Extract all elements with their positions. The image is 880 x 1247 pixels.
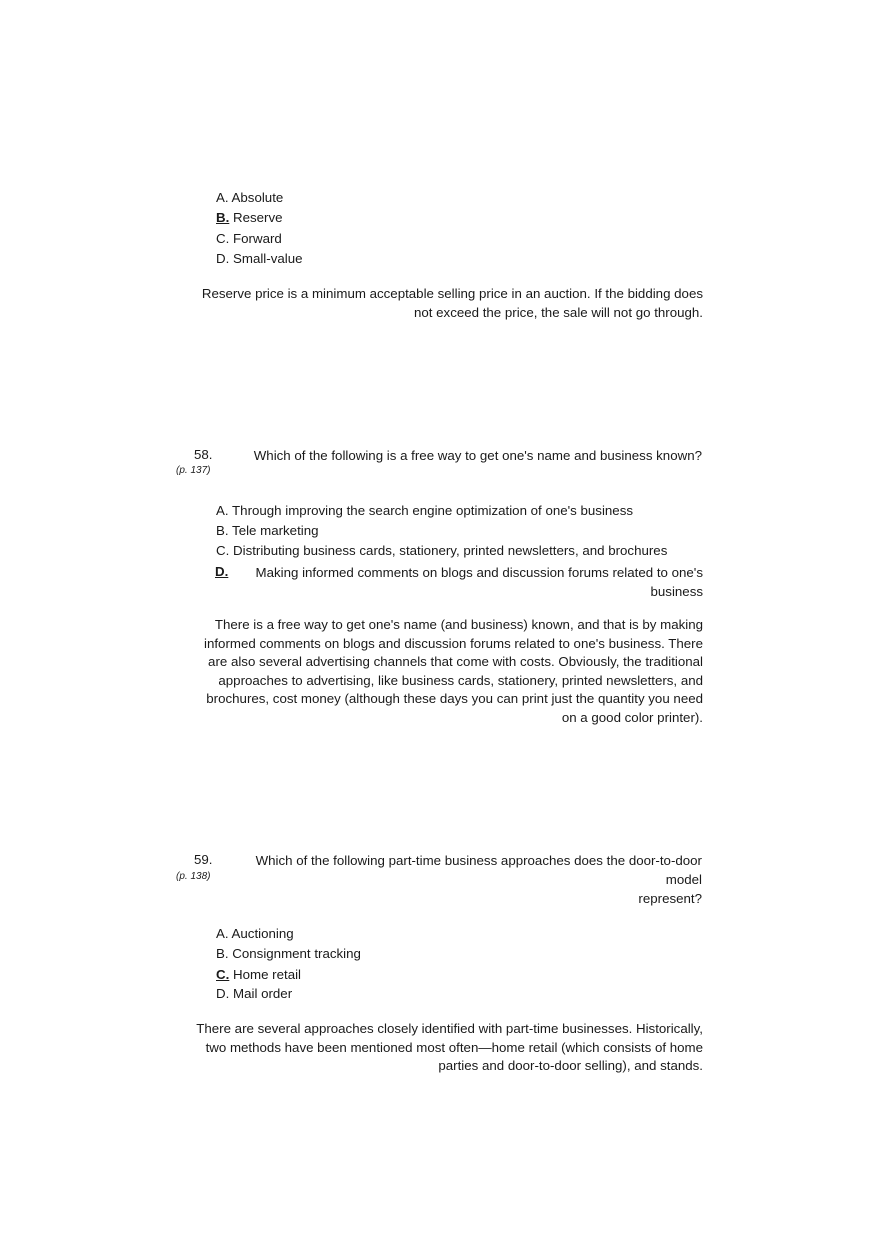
question-text-line: Which of the following part-time business approaches does the door-to-door model [255,853,702,887]
option-text-line: Making informed comments on blogs and discussion forums related to one's [255,565,703,580]
option-b [216,945,361,963]
option-text: Consignment tracking [232,946,361,961]
explanation-line: brochures, cost money (although these days you can print just the quantity you need [206,691,703,707]
explanation-line: two methods have been mentioned most often—home retail (which consists of home [205,1039,703,1055]
option-text: Distributing business cards, stationery, printed newsletters, and brochures [233,543,668,558]
explanation-line: on a good color printer). [561,709,703,725]
explanation [180,285,703,322]
option-text: Absolute [231,190,284,205]
explanation-line: informed comments on blogs and discussion forums related to one's business. There [204,635,703,651]
option-b [216,522,319,540]
explanation-line: parties and door-to-door selling), and stands. [438,1058,703,1074]
question-number: 59. [194,852,213,867]
option-letter: C. [216,543,230,558]
explanation-line: are also several advertising channels that come with costs. Obviously, the traditional [208,654,703,670]
question-number: 58. [194,447,213,462]
option-b-correct [216,209,283,227]
option-letter: C. [216,231,230,246]
explanation-line: Reserve price is a minimum acceptable selling price in an auction. If the bidding does [201,286,703,301]
option-text: Forward [233,231,282,246]
page-reference: (p. 137) [176,465,211,476]
option-text: Through improving the search engine optimization of one's business [232,503,633,518]
option-a [216,502,633,520]
option-text: Auctioning [231,926,294,941]
option-d-correct [215,563,228,581]
option-letter: D. [216,251,230,266]
explanation-line: There are several approaches closely identified with part-time businesses. Historically, [196,1021,703,1036]
option-letter: C. [216,967,230,982]
option-text [240,563,703,601]
option-text: Home retail [233,967,301,982]
option-a [216,925,294,943]
option-text-line: business [650,584,703,599]
option-d [216,250,302,268]
question-text [225,851,702,908]
option-letter: B. [216,523,229,538]
page-reference: (p. 138) [176,871,211,882]
option-letter: D. [215,564,229,579]
option-c-correct [216,966,301,984]
option-text: Small-value [233,251,303,266]
explanation-line: There is a free way to get one's name (and business) known, and that is by making [214,617,703,632]
option-letter: B. [216,946,229,961]
question-text-line: represent? [638,891,702,906]
option-text: Tele marketing [232,523,319,538]
explanation-line: not exceed the price, the sale will not go through. [413,304,703,320]
question-text: Which of the following is a free way to get one's name and business known? [253,448,702,463]
option-text: Reserve [233,210,283,225]
option-letter: A. [216,926,229,941]
option-text: Mail order [233,986,293,1001]
option-c [216,230,282,248]
option-c [216,542,667,560]
option-d [216,985,292,1003]
explanation-line: approaches to advertising, like business cards, stationery, printed newsletters, and [218,672,703,688]
option-a [216,189,283,207]
option-letter: D. [216,986,230,1001]
option-letter: B. [216,210,230,225]
option-letter: A. [216,503,229,518]
explanation [170,1020,703,1076]
option-letter: A. [216,190,229,205]
explanation [180,616,703,728]
